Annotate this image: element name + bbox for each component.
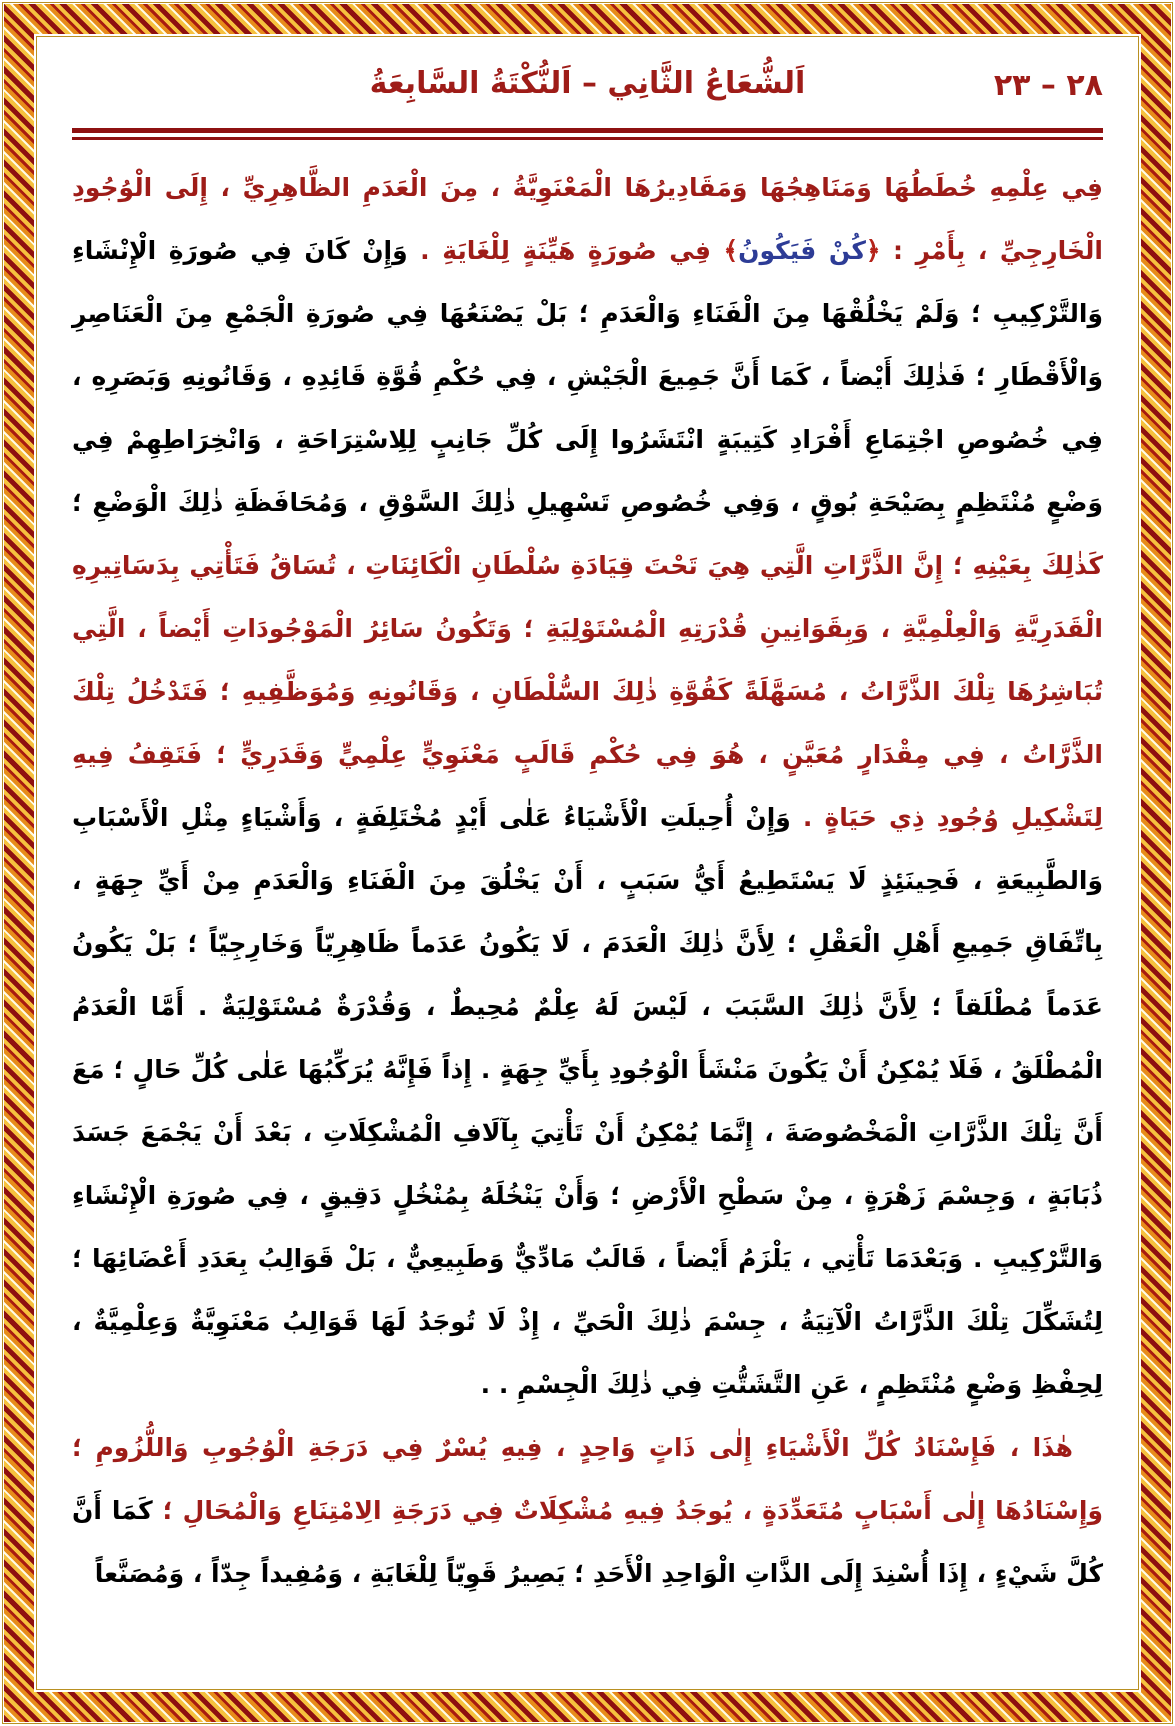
text-segment-blue: كُنْ فَيَكُونُ bbox=[738, 236, 866, 265]
text-segment-black: وَإِنْ أُحِيلَتِ الْأَشْيَاءُ عَلٰى أَيْدٍ مُخْتَلِفَةٍ ، وَأَشْيَاءٍ مِثْلِ الْأَسْبَابِ وَالطَّبِيعَةِ ، فَحِينَئِذٍ لَا يَسْتَطِيعُ أَيُّ سَبَبٍ ، أَنْ يَخْلُقَ مِنَ الْفَنَاءِ وَالْعَدَمِ مِنْ أَيِّ جِهَةٍ ، بِاتِّفَاقِ جَمِيعِ أَهْلِ الْعَقْلِ ؛ لِأَنَّ ذٰلِكَ الْعَدَمَ ، لَا يَكُونُ عَدَماً ظَاهِرِيّاً وَخَارِجِيّاً ؛ بَلْ يَكُونُ عَدَماً مُطْلَقاً ؛ لِأَنَّ ذٰلِكَ السَّبَبَ ، لَيْسَ لَهُ عِلْمٌ مُحِيطٌ ، وَقُدْرَةٌ مُسْتَوْلِيَةٌ . أَمَّا الْعَدَمُ الْمُطْلَقُ ، فَلَا يُمْكِنُ أَنْ يَكُونَ مَنْشَأَ الْوُجُودِ بِأَيِّ جِهَةٍ . إِذاً فَإِنَّهُ يُرَكِّبُهَا عَلٰى كُلِّ حَالٍ ؛ مَعَ أَنَّ تِلْكَ الذَّرَّاتِ الْمَخْصُوصَةَ ، إِنَّمَا يُمْكِنُ أَنْ تَأْتِيَ بِآلَافِ الْمُشْكِلَاتِ ، بَعْدَ أَنْ يَجْمَعَ جَسَدَ ذُبَابَةٍ ، وَجِسْمَ زَهْرَةٍ ، مِنْ سَطْحِ الْأَرْضِ ؛ وَأَنْ يَنْخُلَهُ بِمُنْخُلٍ دَقِيقٍ ، فِي صُورَةِ الْإِنْشَاءِ وَالتَّرْكِيبِ . وَبَعْدَمَا تَأْتِي ، يَلْزَمُ أَيْضاً ، قَالَبٌ مَادِّيٌّ وَطَبِيعِيٌّ ، بَلْ قَوَالِبُ بِعَدَدِ أَعْضَائِهَا ؛ لِتُشَكِّلَ تِلْكَ الذَّرَّاتُ الْآتِيَةُ ، جِسْمَ ذٰلِكَ الْحَيِّ ، إِذْ لَا تُوجَدُ لَهَا قَوَالِبُ مَعْنَوِيَّةٌ وَعِلْمِيَّةٌ ، لِحِفْظِ وَضْعٍ مُنْتَظِمٍ ، عَنِ التَّشَتُّتِ فِي ذٰلِكَ الْجِسْمِ . . bbox=[72, 803, 1103, 1399]
page-title: اَلشُّعَاعُ الثَّانِي – اَلنُّكْتَةُ السَّابِعَةُ bbox=[369, 66, 806, 101]
header-divider bbox=[72, 128, 1103, 140]
text-segment-black: وَإِنْ كَانَ فِي صُورَةِ الْإِنْشَاءِ وَالتَّرْكِيبِ ؛ وَلَمْ يَخْلُقْهَا مِنَ الْفَنَاءِ وَالْعَدَمِ ؛ بَلْ يَصْنَعُهَا فِي صُورَةِ الْجَمْعِ مِنَ الْعَنَاصِرِ وَالْأَقْطَارِ ؛ فَذٰلِكَ أَيْضاً ، كَمَا أَنَّ جَمِيعَ الْجَيْشِ ، فِي حُكْمِ قُوَّةِ قَائِدِهِ ، وَقَانُونِهِ وَبَصَرِهِ ، فِي خُصُوصِ اجْتِمَاعِ أَفْرَادِ كَتِيبَةٍ انْتَشَرُوا إِلَى كُلِّ جَانِبٍ لِلِاسْتِرَاحَةِ ، وَانْخِرَاطِهِمْ فِي وَضْعٍ مُنْتَظِمٍ بِصَيْحَةِ بُوقٍ ، وَفِي خُصُوصِ تَسْهِيلِ ذٰلِكَ السَّوْقِ ، وَمُحَافَظَةِ ذٰلِكَ الْوَضْعِ ؛ bbox=[72, 236, 1103, 517]
page-number bbox=[994, 68, 1103, 103]
paragraph bbox=[72, 1416, 1103, 1605]
text-segment-red: هٰذَا ، فَإِسْنَادُ كُلِّ الْأَشْيَاءِ إِلٰى ذَاتٍ وَاحِدٍ ، فِيهِ يُسْرٌ فِي دَرَجَةِ الْوُجُوبِ وَاللُّزُومِ ؛ وَإِسْنَادُهَا إِلٰى أَسْبَابٍ مُتَعَدِّدَةٍ ، يُوجَدُ فِيهِ مُشْكِلَاتٌ فِي دَرَجَةِ الِامْتِنَاعِ وَالْمُحَالِ ؛ bbox=[72, 1433, 1103, 1525]
text-segment-black: كَمَا أَنَّ كُلَّ شَيْءٍ ، إِذَا أُسْنِدَ إِلَى الذَّاتِ الْوَاحِدِ الْأَحَدِ ؛ يَصِيرُ قَوِيّاً لِلْغَايَةِ ، وَمُفِيداً جِدّاً ، وَمُصَنَّعاً bbox=[72, 1496, 1103, 1588]
text-segment-bracket: ﴿ bbox=[865, 236, 881, 265]
body-text bbox=[72, 156, 1103, 1605]
paragraph bbox=[72, 156, 1103, 1416]
text-segment-red: فِي صُورَةٍ هَيِّنَةٍ لِلْغَايَةِ . bbox=[407, 236, 724, 265]
text-segment-red: فِي عِلْمِهِ خُطَطُهَا وَمَنَاهِجُهَا وَمَقَادِيرُهَا الْمَعْنَوِيَّةُ ، مِنَ الْعَدَمِ الظَّاهِرِيِّ ، إِلَى الْوُجُودِ الْخَارِجِيِّ ، بِأَمْرِ : bbox=[72, 173, 1104, 265]
text-segment-bracket: ﴾ bbox=[723, 236, 739, 265]
page-content bbox=[72, 66, 1103, 1605]
page-header bbox=[72, 66, 1103, 120]
text-segment-red: كَذٰلِكَ بِعَيْنِهِ ؛ إِنَّ الذَّرَّاتِ الَّتِي هِيَ تَحْتَ قِيَادَةِ سُلْطَانِ الْكَائِنَاتِ ، تُسَاقُ فَتَأْتِي بِدَسَاتِيرِهِ الْقَدَرِيَّةِ وَالْعِلْمِيَّةِ ، وَبِقَوَانِينِ قُدْرَتِهِ الْمُسْتَوْلِيَةِ ؛ وَتَكُونُ سَائِرُ الْمَوْجُودَاتِ أَيْضاً ، الَّتِي تُبَاشِرُهَا تِلْكَ الذَّرَّاتُ ، مُسَهَّلَةً كَقُوَّةِ ذٰلِكَ السُّلْطَانِ ، وَقَانُونِهِ وَمُوَظَّفِيهِ ؛ فَتَدْخُلُ تِلْكَ الذَّرَّاتُ ، فِي مِقْدَارٍ مُعَيَّنٍ ، هُوَ فِي حُكْمِ قَالَبٍ مَعْنَوِيٍّ عِلْمِيٍّ وَقَدَرِيٍّ ؛ فَتَقِفُ فِيهِ لِتَشْكِيلِ وُجُودِ ذِي حَيَاةٍ . bbox=[72, 551, 1103, 832]
page-number-value: ٢٨ – ٢٣ bbox=[993, 68, 1103, 103]
